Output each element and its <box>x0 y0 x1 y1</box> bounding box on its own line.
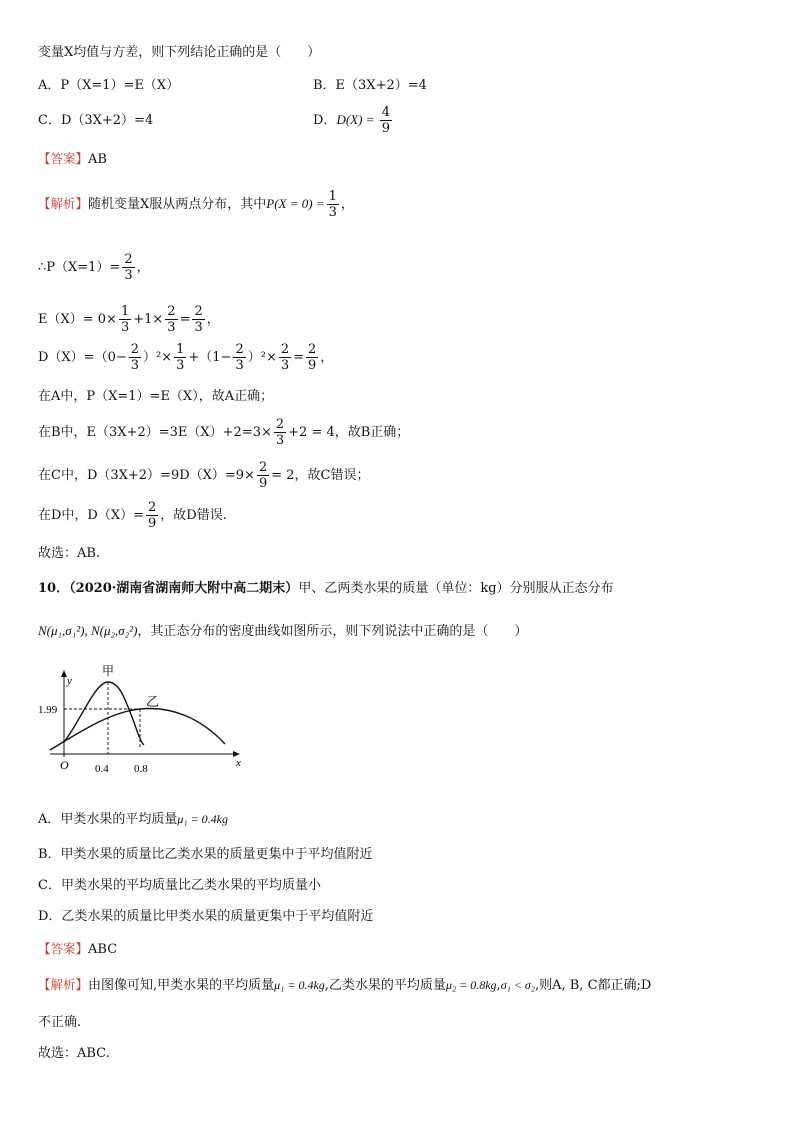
fraction <box>306 342 318 373</box>
fraction-denominator: 9 <box>308 358 317 373</box>
fraction-denominator: 9 <box>381 121 390 136</box>
q10-stem-line-2 <box>38 622 527 641</box>
fraction-numerator: 2 <box>258 460 268 475</box>
operator: ）²× <box>143 350 173 365</box>
q10-choose: 故选：ABC. <box>38 1046 110 1061</box>
q10-analysis-expr-3: σ₁ < σ₂ <box>500 978 535 992</box>
fraction-denominator: 3 <box>176 358 185 373</box>
fraction-numerator: 2 <box>148 500 157 515</box>
fraction-numerator: 2 <box>280 342 290 357</box>
fraction-numerator: 1 <box>328 189 337 204</box>
q9-line-7 <box>38 458 370 494</box>
q9-option-b-text: B．E（3X+2）=4 <box>313 78 427 93</box>
fraction-denominator: 3 <box>275 433 285 448</box>
x-axis-label: x <box>236 757 241 769</box>
fraction-numerator: 2 <box>275 417 285 432</box>
fraction <box>279 342 291 373</box>
q9-answer <box>38 150 107 169</box>
fraction-numerator: 2 <box>308 342 317 357</box>
curve-jia <box>64 682 144 745</box>
curve-yi <box>50 709 225 750</box>
answer-tag: 【答案】 <box>38 941 89 956</box>
fraction-denominator: 3 <box>328 205 337 220</box>
analysis-tag: 【解析】 <box>38 977 89 992</box>
q9-line-8-text: 在D中，D（X）= <box>38 508 144 523</box>
q10-option-a <box>38 810 228 829</box>
operator: +（1− <box>188 350 232 365</box>
q10-source: （2020·湖南省湖南师大附中高二期末） <box>69 581 299 596</box>
q9-option-a-text: A．P（X=1）=E（X） <box>38 78 180 93</box>
fraction-numerator: 2 <box>130 342 140 357</box>
q9-line-7-text: 在C中，D（3X+2）=9D（X）=9× <box>38 468 255 483</box>
q9-line-4-text: D（X）=（0− <box>38 350 127 365</box>
q9-analysis-expr: P(X = 0) = <box>266 196 325 211</box>
punctuation: ， <box>340 197 354 212</box>
punctuation: ， <box>320 350 334 365</box>
q10-stem-text-2: ，其正态分布的密度曲线如图所示，则下列说法中正确的是（ ） <box>137 624 528 639</box>
y-tick-1.99: 1.99 <box>38 704 58 716</box>
fraction <box>119 304 131 335</box>
q9-analysis-fraction <box>327 189 339 220</box>
q10-analysis-expr-2: μ₂ = 0.8kg <box>445 978 497 992</box>
q10-analysis-text-d: ,则A, B, C都正确;D <box>534 978 652 993</box>
fraction-denominator: 3 <box>130 358 140 373</box>
answer-tag: 【答案】 <box>38 151 89 166</box>
q9-line-5: 在A中，P（X=1）=E（X），故A正确； <box>38 389 274 404</box>
q9-line-3 <box>38 302 220 338</box>
fraction-denominator: 9 <box>148 516 157 531</box>
fraction-numerator: 2 <box>124 252 133 267</box>
fraction-numerator: 2 <box>194 304 203 319</box>
fraction-denominator: 3 <box>235 358 244 373</box>
curve-jia-label: 甲 <box>102 664 115 678</box>
q9-line-2-text: ∴P（X=1）= <box>38 260 121 275</box>
fraction-denominator: 3 <box>124 268 133 283</box>
normal-density-graph <box>40 662 255 777</box>
fraction-numerator: 4 <box>381 105 390 120</box>
q10-option-a-expr: μ₁ = 0.4kg <box>177 812 229 826</box>
q9-option-b <box>313 77 427 95</box>
q9-answer-value: AB <box>88 152 107 167</box>
q9-analysis-text: 随机变量X服从两点分布，其中 <box>88 197 267 212</box>
q9-option-c <box>38 112 153 130</box>
q9-option-d <box>313 102 394 139</box>
x-tick-0.8: 0.8 <box>134 763 148 775</box>
operator: +1× <box>133 312 164 327</box>
fraction-denominator: 9 <box>258 476 268 491</box>
fraction <box>129 342 141 373</box>
fraction <box>233 342 245 373</box>
q10-analysis-text-b: ,乙类水果的平均质量 <box>324 978 446 993</box>
origin-label: O <box>60 758 69 772</box>
fraction <box>192 304 204 335</box>
q9-line-8-end: ，故D错误. <box>160 508 227 523</box>
fraction-denominator: 3 <box>167 320 176 335</box>
q9-line-6-end: +2 = 4，故B正确； <box>288 425 410 440</box>
q10-number: 10． <box>38 581 70 596</box>
fraction <box>274 417 286 448</box>
q9-option-d-prefix: D． <box>313 113 337 128</box>
q10-option-b: B．甲类水果的质量比乙类水果的质量更集中于平均值附近 <box>38 847 373 862</box>
fraction <box>146 500 158 531</box>
q10-analysis-line-1 <box>38 976 651 995</box>
q9-option-d-expr: D(X) = <box>336 112 378 127</box>
q9-line-4 <box>38 340 333 376</box>
q10-stem-line-1 <box>38 580 614 598</box>
q9-line-6-text: 在B中，E（3X+2）=3E（X）+2=3× <box>38 425 272 440</box>
punctuation: ， <box>206 312 220 327</box>
x-tick-0.4: 0.4 <box>95 763 109 775</box>
q9-analysis-line-1 <box>38 186 354 223</box>
fraction-denominator: 3 <box>120 320 130 335</box>
q9-choose: 故选：AB. <box>38 546 101 561</box>
operator: = <box>293 350 305 365</box>
fraction-numerator: 2 <box>235 342 244 357</box>
punctuation: ， <box>136 260 150 275</box>
q9-line-2 <box>38 250 150 286</box>
q9-option-d-fraction <box>380 105 392 136</box>
q10-option-c: C．甲类水果的平均质量比乙类水果的平均质量小 <box>38 878 321 893</box>
fraction-numerator: 1 <box>176 342 185 357</box>
curve-yi-label: 乙 <box>146 694 160 709</box>
y-axis-label: y <box>67 675 72 687</box>
q9-line-3-text: E（X）= 0× <box>38 312 117 327</box>
fraction <box>257 460 269 491</box>
q9-option-c-text: C．D（3X+2）=4 <box>38 113 154 128</box>
punctuation: , <box>496 978 501 993</box>
q10-distribution-expr: N(μ₁,σ₁²), N(μ₂,σ₂²) <box>38 623 138 638</box>
q9-stem: 变量X均值与方差，则下列结论正确的是（ ） <box>38 45 321 60</box>
q10-option-a-text: A．甲类水果的平均质量 <box>38 812 178 827</box>
q10-analysis-text-a: 由图像可知,甲类水果的平均质量 <box>88 978 275 993</box>
fraction <box>122 252 134 283</box>
operator: ）²× <box>247 350 277 365</box>
q9-line-6 <box>38 415 409 451</box>
analysis-tag: 【解析】 <box>38 196 89 211</box>
q10-stem-text: 甲、乙两类水果的质量（单位：kg）分别服从正态分布 <box>298 581 614 596</box>
operator: = <box>179 312 191 327</box>
fraction <box>174 342 186 373</box>
q9-line-7-end: = 2，故C错误； <box>271 468 370 483</box>
q9-option-a <box>38 77 179 95</box>
q10-answer <box>38 940 117 959</box>
q10-option-d: D．乙类水果的质量比甲类水果的质量更集中于平均值附近 <box>38 909 374 924</box>
fraction-denominator: 3 <box>194 320 203 335</box>
fraction-numerator: 1 <box>120 304 130 319</box>
q10-answer-value: ABC <box>88 942 118 957</box>
fraction-numerator: 2 <box>167 304 176 319</box>
q10-analysis-line-2: 不正确. <box>38 1015 82 1030</box>
q9-line-8 <box>38 498 227 534</box>
q10-analysis-expr-1: μ₁ = 0.4kg <box>274 978 325 992</box>
fraction <box>165 304 177 335</box>
fraction-denominator: 3 <box>280 358 290 373</box>
